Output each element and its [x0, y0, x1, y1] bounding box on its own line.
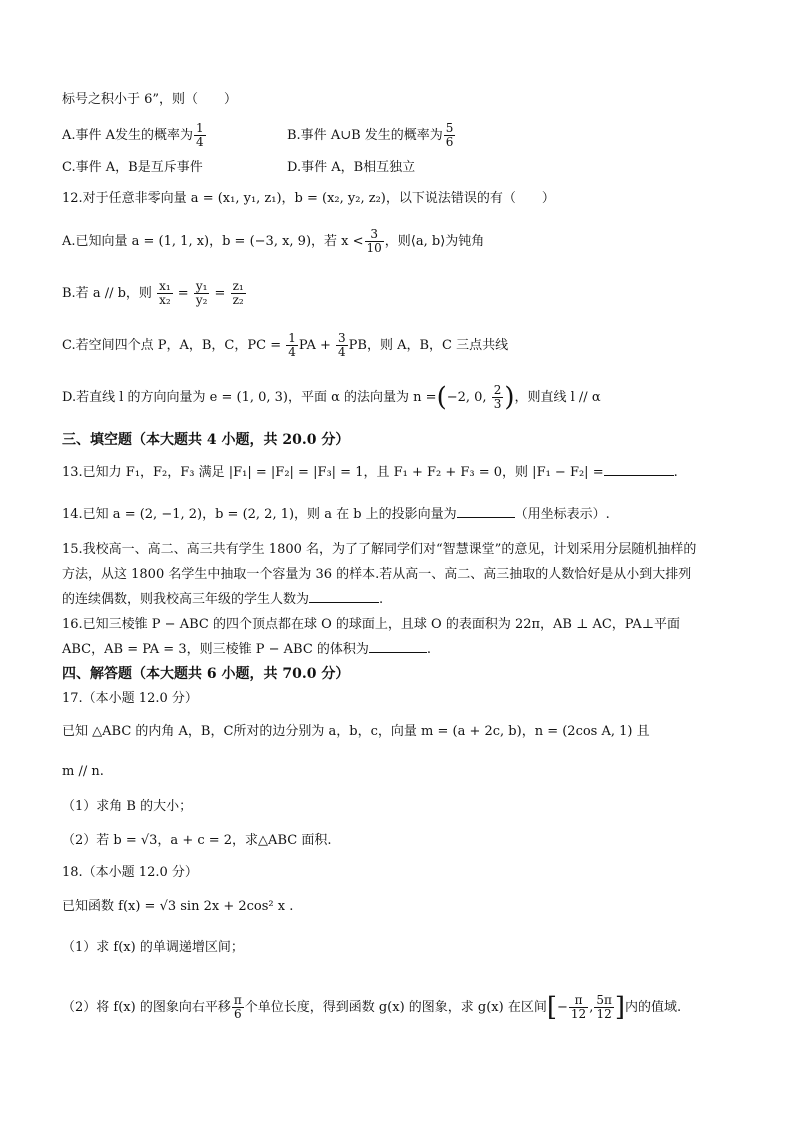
section-4-header: 四、解答题（本大题共 6 小题，共 70.0 分）	[62, 666, 350, 682]
q15-line1: 15.我校高一、高二、高三共有学生 1800 名，为了了解同学们对“智慧课堂”的意见，计划采用分层随机抽样的	[62, 542, 697, 557]
q18-part2: （2）将 f(x) 的图象向右平移 $\frac{\pi}{6}$ 个单位长度，得到函数 g(x) 的图象，求 g(x) 在区间[− $\frac{\pi}{12}$ , $\frac{5\pi}{12}$ ]内的值域.	[62, 992, 682, 1023]
q11-option-b: B.事件 A∪B 发生的概率为 $\frac{5}{6}$	[287, 121, 454, 149]
q13-answer-blank	[604, 463, 674, 476]
q12-option-a: A.已知向量 a = (1, 1, x)，b = (−3, x, 9)，若 x < $\frac{3}{10}$ ，则⟨a, b⟩为钝角	[62, 227, 485, 255]
q16-line1: 16.已知三棱锥 P − ABC 的四个顶点都在球 O 的球面上，且球 O 的表面积为 22π，AB ⊥ AC，PA⊥平面	[62, 617, 680, 632]
q18-heading: 18.（本小题 12.0 分）	[62, 865, 198, 880]
q17-line1: 已知 △ABC 的内角 A，B，C所对的边分别为 a，b，c，向量 m = (a + 2c, b)，n = (2cos A, 1) 且	[62, 724, 650, 739]
q15-line2: 方法，从这 1800 名学生中抽取一个容量为 36 的样本.若从高一、高二、高三抽取的人数恰好是从小到大排列	[62, 567, 692, 582]
q15-line3: 的连续偶数，则我校高三年级的学生人数为 .	[62, 592, 384, 607]
section-3-header: 三、填空题（本大题共 4 小题，共 20.0 分）	[62, 432, 350, 448]
q17-part1: （1）求角 B 的大小；	[62, 799, 193, 814]
q15-answer-blank	[309, 590, 379, 603]
q11-option-c: C.事件 A，B是互斥事件	[62, 160, 203, 175]
q17-part2: （2）若 b = √3，a + c = 2，求△ABC 面积.	[62, 833, 332, 848]
q12-option-d: D.若直线 l 的方向向量为 e = (1, 0, 3)，平面 α 的法向量为 n =(−2, 0, $\frac{2}{3}$ )，则直线 l // α	[62, 382, 601, 413]
q18-part1: （1）求 f(x) 的单调递增区间；	[62, 940, 244, 955]
q11-option-d: D.事件 A，B相互独立	[287, 160, 416, 175]
q17-line2: m // n.	[62, 764, 104, 779]
q17-heading: 17.（本小题 12.0 分）	[62, 691, 198, 706]
q16-line2: ABC，AB = PA = 3，则三棱锥 P − ABC 的体积为 .	[62, 642, 432, 657]
q18-line1: 已知函数 f(x) = √3 sin 2x + 2cos² x .	[62, 899, 294, 914]
q14: 14.已知 a = (2, −1, 2)，b = (2, 2, 1)，则 a 在 b 上的投影向量为 （用坐标表示）.	[62, 507, 610, 522]
q12-stem: 12.对于任意非零向量 a = (x₁, y₁, z₁)，b = (x₂, y₂, z₂)，以下说法错误的有（ ）	[62, 191, 555, 206]
q16-answer-blank	[369, 640, 427, 653]
q13: 13.已知力 F₁，F₂，F₃ 满足 |F₁| = |F₂| = |F₃| = 1，且 F₁ + F₂ + F₃ = 0，则 |F₁ − F₂| = .	[62, 465, 678, 480]
q11-option-a: A.事件 A发生的概率为 $\frac{1}{4}$	[62, 121, 204, 149]
q14-answer-blank	[457, 505, 515, 518]
q12-option-c: C.若空间四个点 P，A，B，C，PC = $\frac{1}{4}$ PA + $\frac{3}{4}$ PB，则 A，B，C 三点共线	[62, 331, 509, 359]
q12-option-b: B.若 a // b，则 $\frac{\text{x₁}}{\text{x₂}}$ = $\frac{\text{y₁}}{\text{y₂}}$ = $\frac{\text{z₁}}{\text{z₂}}$	[62, 279, 244, 307]
q11-stem-cont: 标号之积小于 6”，则（ ）	[62, 92, 238, 107]
